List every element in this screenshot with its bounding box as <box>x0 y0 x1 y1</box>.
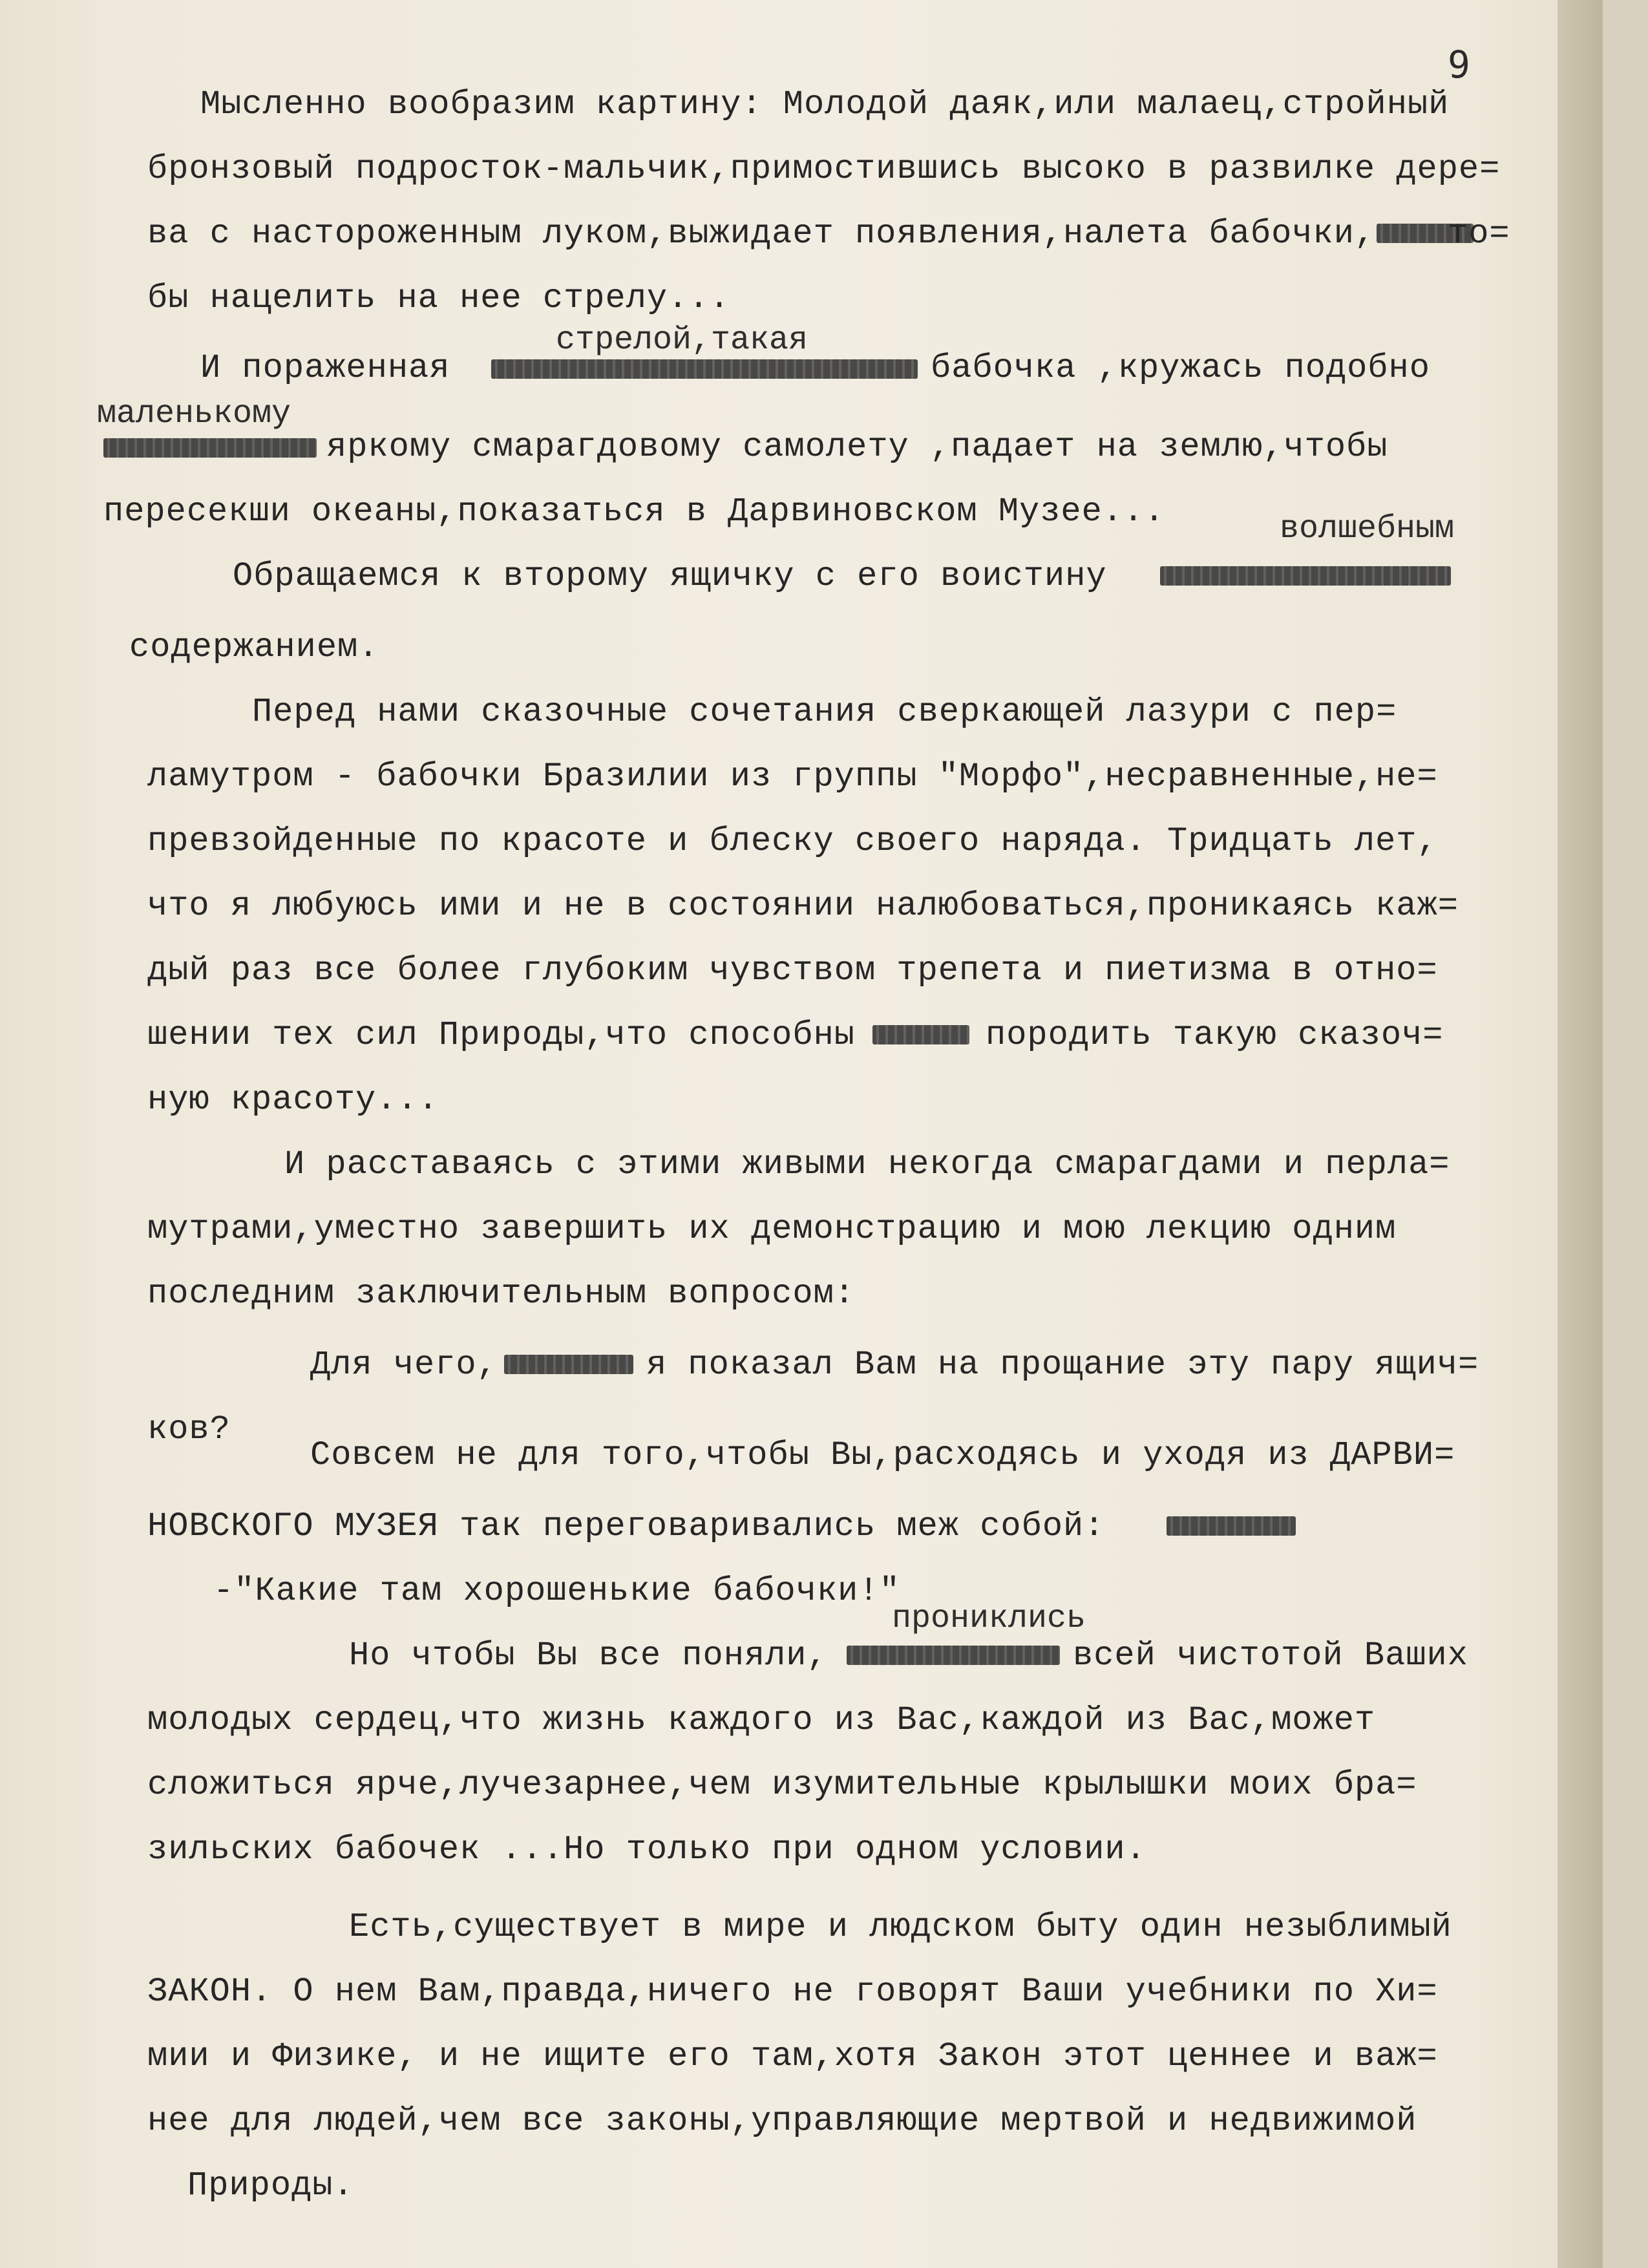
struck-out-text <box>872 1025 969 1044</box>
text-line: Совсем не для того,чтобы Вы,расходясь и уходя из ДАРВИ= <box>310 1436 1455 1474</box>
struck-out-text <box>847 1646 1060 1665</box>
text-line: нее для людей,чем все законы,управляющие мертвой и недвижимой <box>147 2102 1417 2140</box>
handwritten-insertion: стрелой,такая <box>556 322 808 359</box>
text-line: НОВСКОГО МУЗЕЯ так переговаривались меж собой: <box>147 1507 1105 1545</box>
handwritten-insertion: волшебным <box>1280 511 1455 547</box>
text-line: бронзовый подросток-мальчик,примостившись высоко в развилке дере= <box>147 150 1501 188</box>
struck-out-text <box>103 438 317 458</box>
text-line: содержанием. <box>129 628 379 666</box>
paper-edge <box>1558 0 1603 2268</box>
struck-out-text <box>1167 1516 1296 1536</box>
text-line: И расставаясь с этими живыми некогда смарагдами и перла= <box>284 1145 1450 1183</box>
text-line: дый раз все более глубоким чувством трепета и пиетизма в отно= <box>147 951 1438 990</box>
text-line: -"Какие там хорошенькие бабочки!" <box>213 1572 900 1610</box>
text-line: яркому смарагдовому самолету ,падает на землю,чтобы <box>326 428 1388 466</box>
handwritten-insertion: прониклись <box>892 1600 1086 1637</box>
text-line: Для чего, <box>310 1346 498 1384</box>
text-line: ков? <box>147 1410 231 1448</box>
text-line: я показал Вам на прощание эту пару ящич= <box>646 1346 1479 1384</box>
page-number: 9 <box>1448 43 1470 87</box>
text-line: превзойденные по красоте и блеску своего наряда. Тридцать лет, <box>147 822 1438 860</box>
text-line: И пораженная <box>200 349 450 387</box>
text-line: ную красоту... <box>147 1081 439 1119</box>
text-line: шении тех сил Природы,что способны <box>147 1016 855 1054</box>
text-line-fragment: то= <box>1448 215 1510 253</box>
text-line: мии и Физике, и не ищите его там,хотя Закон этот ценнее и важ= <box>147 2037 1438 2075</box>
text-line: Природы. <box>187 2167 354 2205</box>
text-line: сложиться ярче,лучезарнее,чем изумительные крылышки моих бра= <box>147 1766 1417 1804</box>
handwritten-insertion: маленькому <box>97 396 291 432</box>
text-line: породить такую сказоч= <box>986 1016 1444 1054</box>
text-line: Мысленно вообразим картину: Молодой даяк,или малаец,стройный <box>200 85 1450 123</box>
text-line: молодых сердец,что жизнь каждого из Вас,каждой из Вас,может <box>147 1701 1376 1739</box>
text-line: Есть,существует в мире и людском быту один незыблимый <box>349 1908 1452 1946</box>
text-line: всей чистотой Ваших <box>1073 1637 1468 1675</box>
text-line: мутрами,уместно завершить их демонстрацию и мою лекцию одним <box>147 1210 1397 1248</box>
text-line: что я любуюсь ими и не в состоянии налюбоваться,проникаясь каж= <box>147 887 1459 925</box>
text-line: ва с настороженным луком,выжидает появления,налета бабочки, <box>147 215 1376 253</box>
text-line: пересекши океаны,показаться в Дарвиновском Музее... <box>103 493 1165 531</box>
struck-out-text <box>491 359 918 379</box>
text-line: ламутром - бабочки Бразилии из группы "Морфо",несравненные,не= <box>147 758 1438 796</box>
struck-out-text <box>504 1355 633 1374</box>
text-line: зильских бабочек ...Но только при одном условии. <box>147 1830 1146 1869</box>
text-line: Перед нами сказочные сочетания сверкающей лазури с пер= <box>252 693 1397 731</box>
text-line: Но чтобы Вы все поняли, <box>349 1637 828 1675</box>
text-line: последним заключительным вопросом: <box>147 1275 855 1313</box>
text-line: бы нацелить на нее стрелу... <box>147 279 730 317</box>
text-line: ЗАКОН. О нем Вам,правда,ничего не говорят Ваши учебники по Хи= <box>147 1973 1438 2011</box>
text-line: бабочка ,кружась подобно <box>931 349 1430 387</box>
text-line: Обращаемся к второму ящичку с его воистину <box>233 557 1107 595</box>
struck-out-text <box>1160 566 1451 586</box>
